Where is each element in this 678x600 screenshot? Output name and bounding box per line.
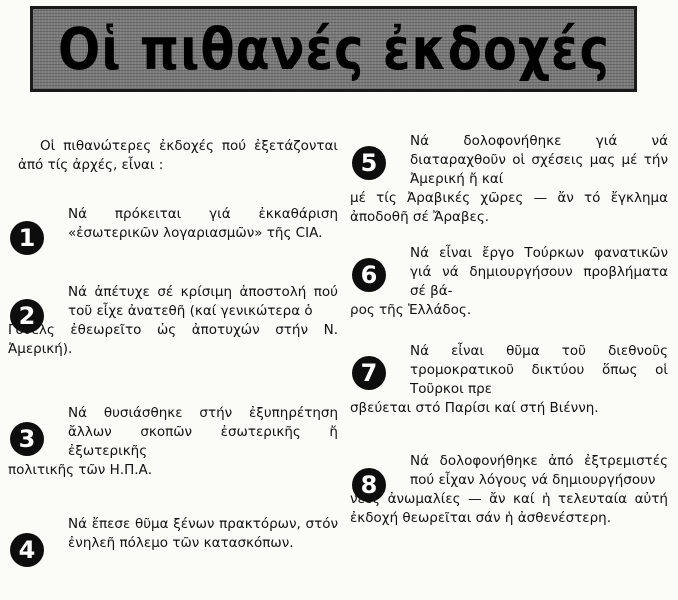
number-badge: 7 bbox=[352, 356, 386, 390]
item-text: Νά εἶναι ἔργο Τούρκων φανατικῶν γιά νά δημιουργήσουν προβλήματα σέ βά- bbox=[410, 245, 668, 299]
number-badge: 1 bbox=[10, 221, 44, 255]
item-text: Νά πρόκειται γιά ἐκκαθάριση «ἐσωτερικῶν λογαριασμῶν» τῆς CIA. bbox=[68, 206, 338, 241]
item-text: Νά δολοφονήθηκε γιά νά διαταραχθοῦν οἱ σχέσεις μας μέ τήν Ἀμερική ἤ καί bbox=[410, 133, 668, 187]
item-text: Νά θυσιάσθηκε στήν ἐξυπηρέτηση ἄλλων σκοπῶν ἐσωτερικῆς ἤ ἐξωτερικῆς bbox=[68, 405, 338, 459]
headline: Οἱ πιθανές ἐκδοχές bbox=[57, 15, 610, 83]
item-text: Νά εἶναι θῦμα τοῦ διεθνοῦς τρομοκρατικοῦ δικτύου ὅπως οἱ Τοῦρκοι πρε bbox=[410, 343, 668, 397]
number-badge: 5 bbox=[352, 146, 386, 180]
number-badge: 3 bbox=[10, 422, 44, 456]
list-item bbox=[8, 283, 338, 383]
item-text: Νά ἔπεσε θῦμα ξένων πρακτόρων, στόν ἐνηλεῆ πόλεμο τῶν κατασκόπων. bbox=[68, 516, 338, 551]
item-text-continued: Γουέλς ἐθεωρεῖτο ὡς ἀποτυχών στήν Ν. Ἀμερική). bbox=[8, 322, 338, 357]
list-item bbox=[350, 244, 668, 324]
list-item bbox=[8, 404, 338, 494]
item-text-continued: μέ τίς Ἀραβικές χῶρες — ἄν τό ἔγκλημα ἀποδοθῆ σέ Ἄραβες. bbox=[350, 190, 668, 225]
number-badge: 8 bbox=[352, 468, 386, 502]
number-badge: 4 bbox=[10, 533, 44, 567]
item-text: Νά ἀπέτυχε σέ κρίσιμη ἀποστολή πού τοῦ εἶχε ἀνατεθῆ (καί γενικώτερα ὁ bbox=[68, 284, 338, 319]
number-badge: 6 bbox=[352, 258, 386, 292]
headline-banner bbox=[30, 6, 637, 92]
item-text-continued: ρος τῆς Ἑλλάδος. bbox=[350, 302, 472, 318]
list-item bbox=[8, 515, 338, 580]
item-text-continued: πολιτικῆς τῶν Η.Π.Α. bbox=[8, 462, 153, 478]
list-item bbox=[350, 132, 668, 237]
item-text-continued: σβεύεται στό Παρίσι καί στή Βιέννη. bbox=[350, 400, 599, 416]
list-item bbox=[350, 452, 668, 572]
list-item bbox=[350, 342, 668, 437]
item-text-continued: νέες ἀνωμαλίες — ἄν καί ἡ τελευταία αὐτή ἐκδοχή θεωρεῖται σάν ἡ ἀσθενέστερη. bbox=[350, 491, 668, 526]
item-text: Νά δολοφονήθηκε ἀπό ἐξτρεμιστές πού εἶχαν λόγους νά δημιουργήσουν bbox=[410, 453, 668, 488]
number-badge: 2 bbox=[10, 299, 44, 333]
intro-paragraph: Οἱ πιθανώτερες ἐκδοχές πού ἐξετάζονται ἀπό τίς ἀρχές, εἶναι : bbox=[18, 138, 338, 173]
list-item bbox=[8, 205, 338, 275]
